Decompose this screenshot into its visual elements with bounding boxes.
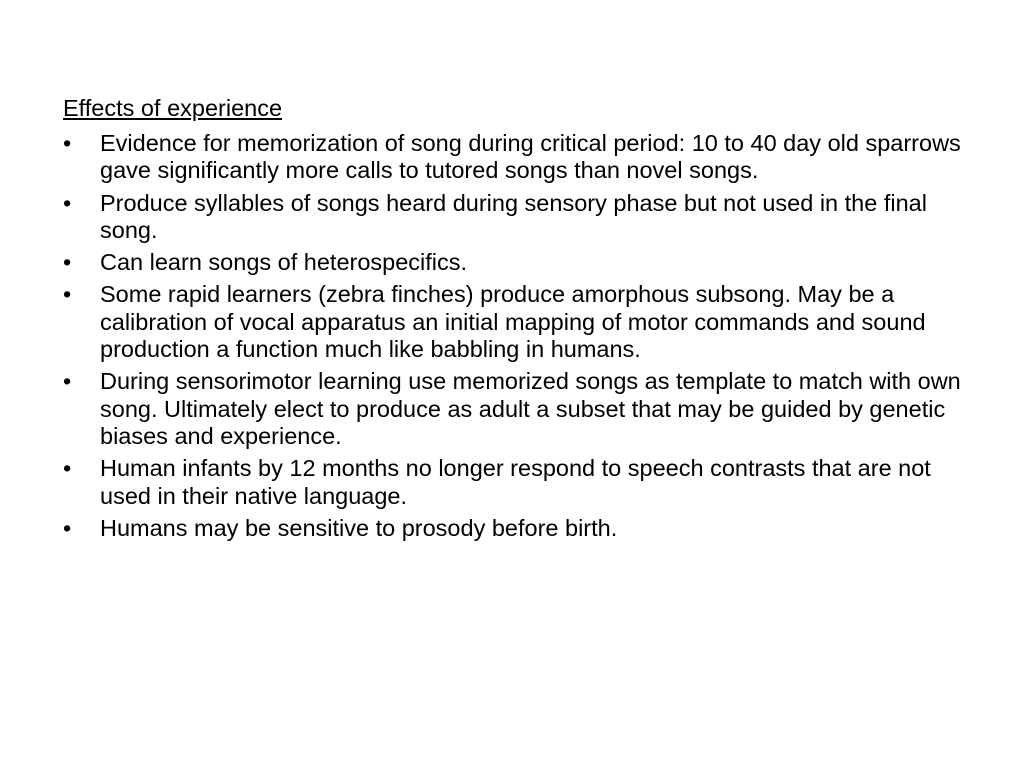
bullet-icon: • xyxy=(63,189,72,216)
bullet-item-heterospecifics xyxy=(63,249,983,276)
bullet-icon: • xyxy=(63,249,72,276)
bullet-item-human-infants xyxy=(63,455,983,510)
bullet-item-sensorimotor xyxy=(63,368,983,450)
bullet-item-prosody xyxy=(63,515,983,542)
bullet-text: Evidence for memorization of song during critical period: 10 to 40 day old sparrows gave significantly more calls to tutored songs than novel songs. xyxy=(100,130,961,184)
bullet-text: During sensorimotor learning use memorized songs as template to match with own song. Ultimately elect to produce as adult a subset that may be guided by genetic biases and experience. xyxy=(100,368,961,449)
bullet-icon: • xyxy=(63,281,72,308)
bullet-item-subsong xyxy=(63,281,983,363)
bullet-text: Human infants by 12 months no longer respond to speech contrasts that are not used in their native language. xyxy=(100,455,931,509)
bullet-text: Humans may be sensitive to prosody before birth. xyxy=(100,514,618,541)
bullet-icon: • xyxy=(63,455,72,482)
bullet-text: Can learn songs of heterospecifics. xyxy=(100,249,468,276)
slide-title: Effects of experience xyxy=(63,95,283,121)
bullet-icon: • xyxy=(63,130,72,156)
bullet-item-memorization xyxy=(63,130,983,185)
bullet-list xyxy=(63,130,983,547)
bullet-text: Some rapid learners (zebra finches) produce amorphous subsong. May be a calibration of vocal apparatus an initial mapping of motor commands and sound production a function much like babbling in humans. xyxy=(100,281,926,363)
bullet-icon: • xyxy=(63,514,72,541)
bullet-icon: • xyxy=(63,368,72,395)
bullet-text: Produce syllables of songs heard during sensory phase but not used in the final song. xyxy=(100,189,927,243)
bullet-item-syllables xyxy=(63,190,983,245)
